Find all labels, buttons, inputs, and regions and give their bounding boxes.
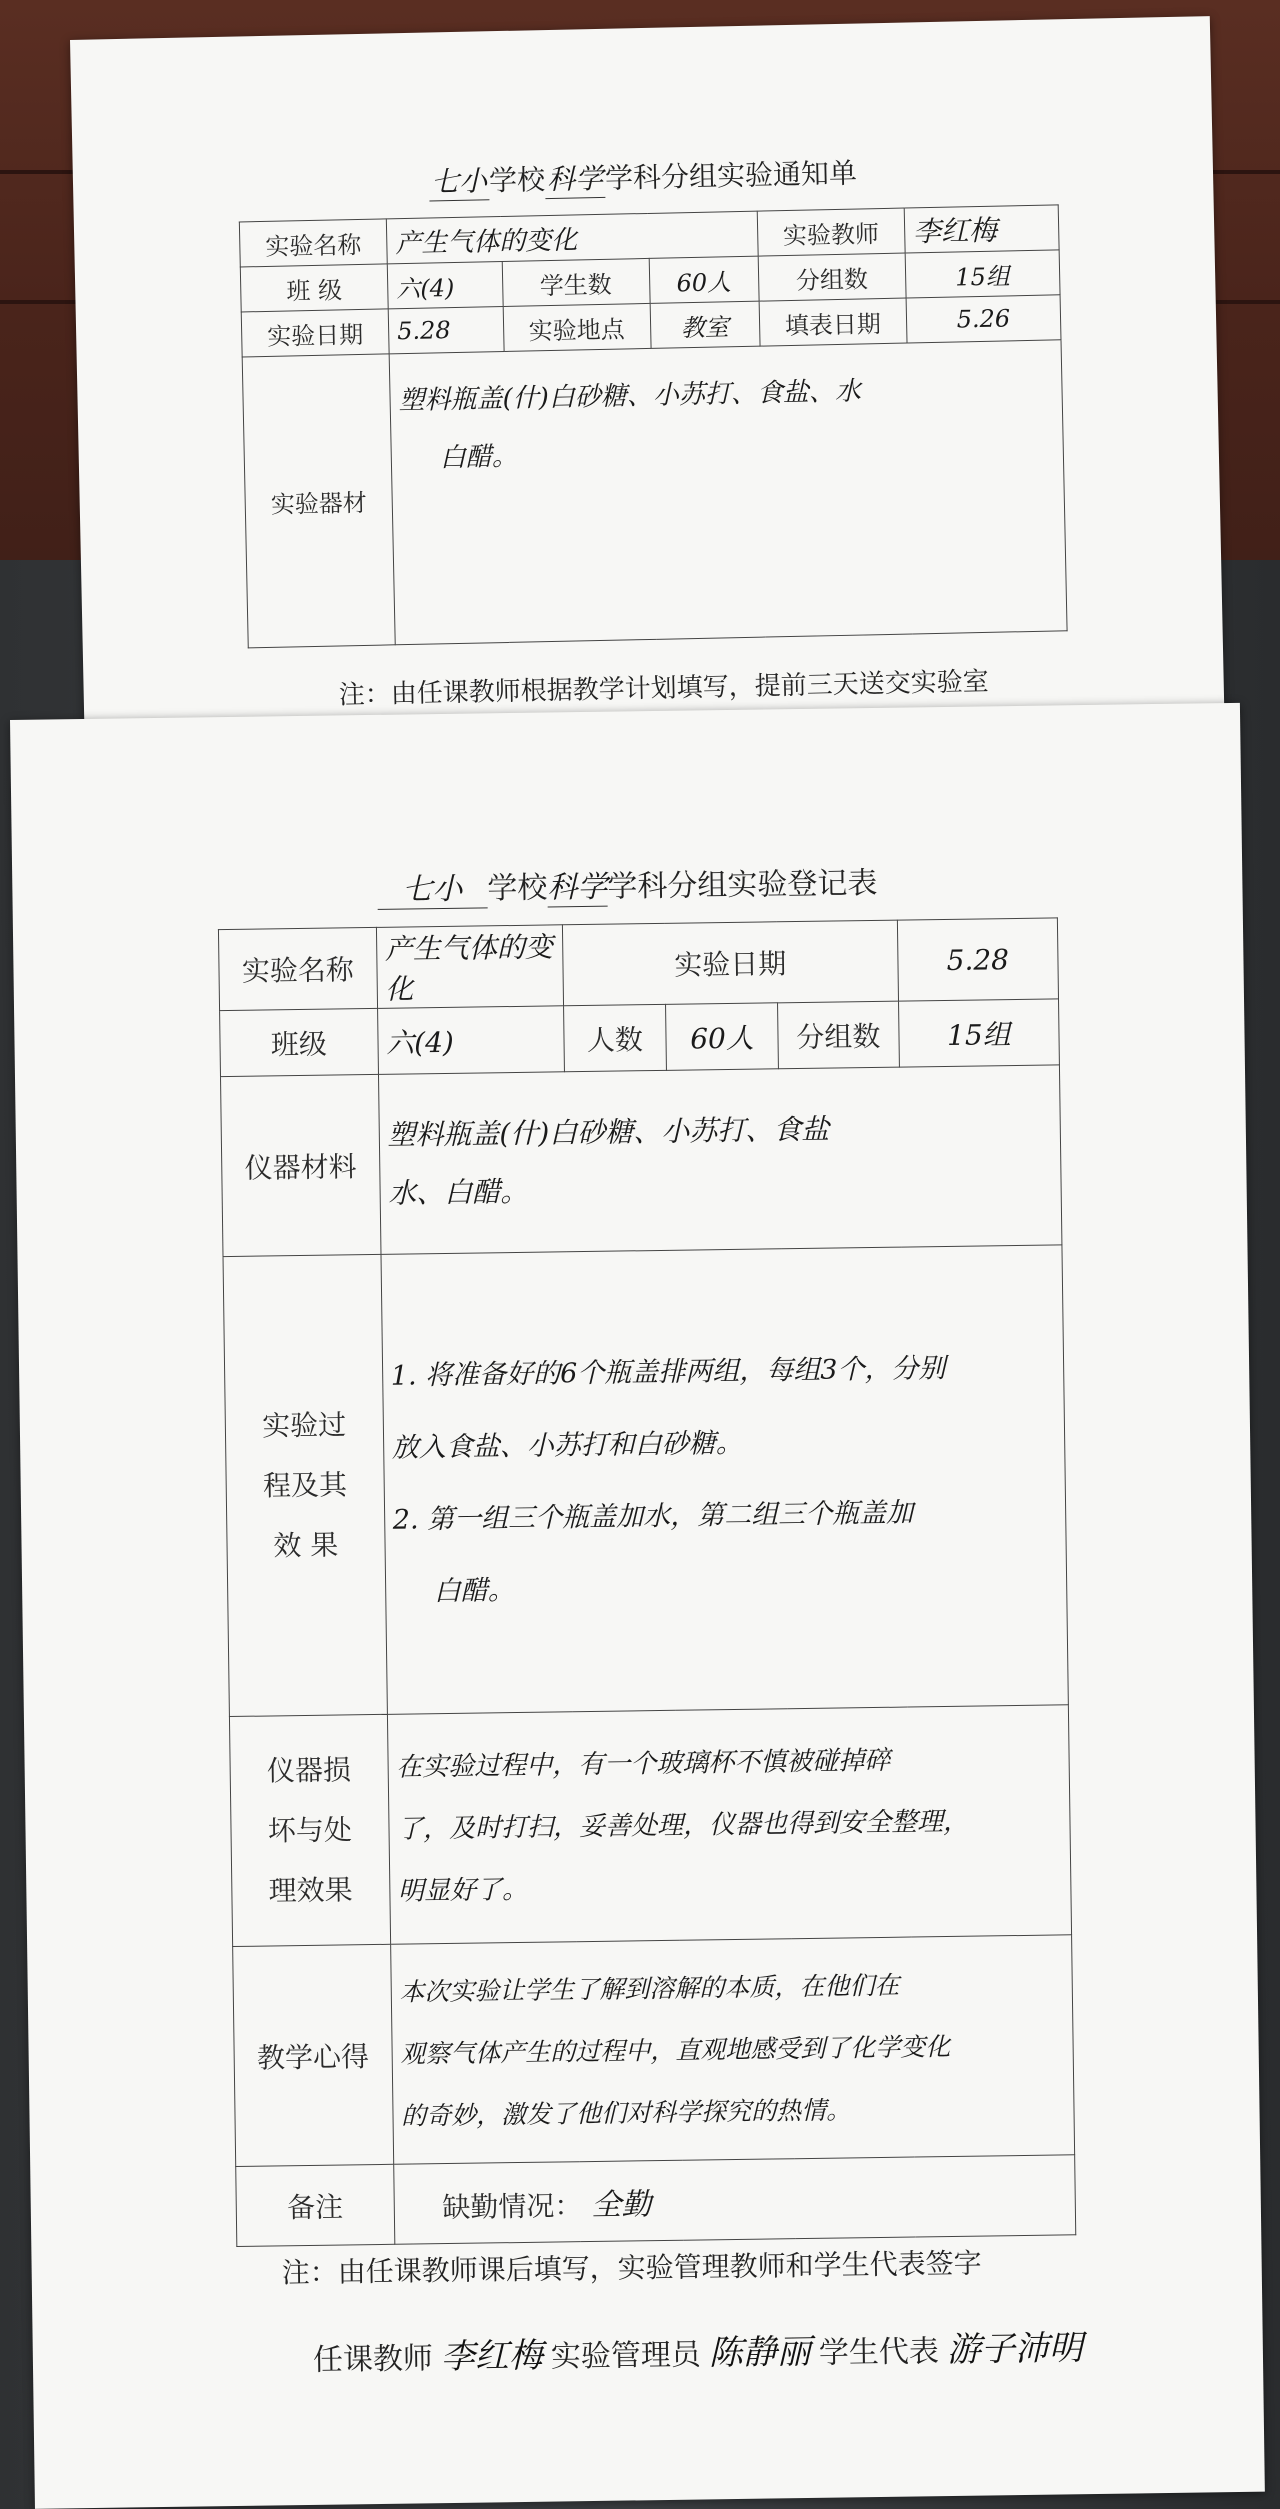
sign-student-signature: 游子沛明 [946, 2328, 1084, 2371]
sign-teacher-label: 任课教师 [312, 2341, 434, 2378]
value-damage-1: 在实验过程中，有一个玻璃杯不慎被碰掉碎 [396, 1745, 891, 1783]
record-title-school: 学校 [487, 870, 548, 907]
record-title-rest: 学科分组实验登记表 [607, 865, 878, 905]
label-fill-date: 填表日期 [759, 298, 907, 346]
label-exp-name: 实验名称 [239, 219, 387, 267]
label-attendance: 缺勤情况： [442, 2188, 583, 2224]
experiment-record-sheet [10, 703, 1265, 2509]
label-groups: 分组数 [758, 253, 906, 301]
label-date: 实验日期 [241, 309, 389, 357]
process-cell [381, 1245, 1069, 1714]
value-exp-name: 产生气体的变化 [386, 211, 758, 264]
value-groups: 15组 [905, 250, 1060, 298]
label-materials: 仪器材料 [220, 1074, 380, 1256]
value-damage-2: 了，及时打扫，妥善处理，仪器也得到安全整理， [396, 1806, 970, 1845]
label-exp-date: 实验日期 [562, 920, 898, 1006]
value-class: 六(4) [387, 262, 502, 309]
label-exp-name: 实验名称 [218, 927, 377, 1010]
record-school: 七小 [377, 863, 488, 910]
value-materials-1: 塑料瓶盖(什)白砂糖、小苏打、食盐 [387, 1112, 830, 1152]
value-process-4: 白醋。 [433, 1574, 516, 1607]
label-process-3: 效 果 [273, 1527, 339, 1562]
equipment-cell [389, 340, 1067, 645]
value-exp-name: 产生气体的变化 [376, 925, 563, 1009]
label-process-1: 实验过 [261, 1407, 347, 1443]
label-damage-2: 坏与处 [267, 1812, 353, 1848]
experiment-notice-sheet [70, 16, 1224, 740]
value-date: 5.28 [388, 306, 503, 353]
label-class: 班 级 [240, 264, 388, 312]
value-process-3: 2. 第一组三个瓶盖加水，第二组三个瓶盖加 [392, 1496, 914, 1536]
value-equipment-line2: 白醋。 [439, 441, 519, 474]
label-class: 班级 [220, 1008, 378, 1076]
damage-cell [387, 1705, 1072, 1944]
label-location: 实验地点 [503, 303, 651, 351]
value-students: 60人 [649, 256, 759, 303]
label-process [223, 1254, 387, 1716]
value-class: 六(4) [377, 1006, 564, 1075]
label-teacher: 实验教师 [757, 208, 905, 256]
value-exp-date: 5.28 [897, 918, 1058, 1001]
notice-table [239, 204, 1068, 648]
label-students: 学生数 [502, 258, 650, 306]
value-insight-1: 本次实验让学生了解到溶解的本质，在他们在 [399, 1970, 900, 2007]
value-teacher-signature: 李红梅 [904, 205, 1059, 253]
record-footnote: 注：由任课教师课后填写，实验管理教师和学生代表签字 [281, 2246, 982, 2290]
value-materials-2: 水、白醋。 [388, 1174, 529, 1210]
record-table [218, 917, 1076, 2247]
label-remarks: 备注 [236, 2164, 395, 2246]
sign-teacher-signature: 李红梅 [440, 2335, 544, 2378]
notice-title [73, 144, 1214, 209]
value-damage-3: 明显好了。 [397, 1874, 529, 1907]
value-process-1: 1. 将准备好的6个瓶盖排两组，每组3个，分别 [390, 1352, 946, 1392]
notice-school: 七小 [429, 159, 490, 201]
value-location: 教室 [650, 301, 760, 348]
label-groups: 分组数 [778, 1001, 900, 1069]
value-groups: 15组 [898, 999, 1059, 1067]
value-process-2: 放入食盐、小苏打和白砂糖。 [391, 1427, 743, 1464]
record-subject: 科学 [547, 862, 608, 908]
label-damage-3: 理效果 [268, 1872, 353, 1908]
label-count: 人数 [563, 1004, 666, 1071]
remarks-cell [393, 2155, 1075, 2245]
notice-subject: 科学 [545, 157, 606, 199]
notice-title-rest: 学科分组实验通知单 [604, 156, 858, 195]
signature-row [313, 2320, 1092, 2380]
label-insight: 教学心得 [233, 1944, 394, 2166]
sign-admin-signature: 陈静丽 [708, 2331, 812, 2374]
record-title [12, 853, 1243, 915]
value-equipment-line1: 塑料瓶盖(什)白砂糖、小苏打、食盐、水 [398, 376, 862, 417]
value-fill-date: 5.26 [906, 295, 1061, 343]
notice-footnote: 注：由任课教师根据教学计划填写，提前三天送交实验室 [338, 666, 989, 711]
label-process-2: 程及其 [262, 1467, 348, 1503]
insight-cell [390, 1935, 1074, 2164]
value-insight-3: 的奇妙，激发了他们对科学探究的热情。 [400, 2094, 852, 2131]
sign-admin-label: 实验管理员 [550, 2337, 702, 2375]
value-attendance: 全勤 [591, 2186, 652, 2223]
notice-title-school: 学校 [488, 163, 546, 198]
label-damage [229, 1714, 390, 1946]
label-equipment: 实验器材 [242, 354, 395, 648]
sign-student-label: 学生代表 [818, 2334, 940, 2371]
label-damage-1: 仪器损 [266, 1752, 352, 1788]
value-count: 60人 [666, 1003, 779, 1071]
materials-cell [378, 1065, 1062, 1254]
value-insight-2: 观察气体产生的过程中，直观地感受到了化学变化 [400, 2031, 951, 2069]
